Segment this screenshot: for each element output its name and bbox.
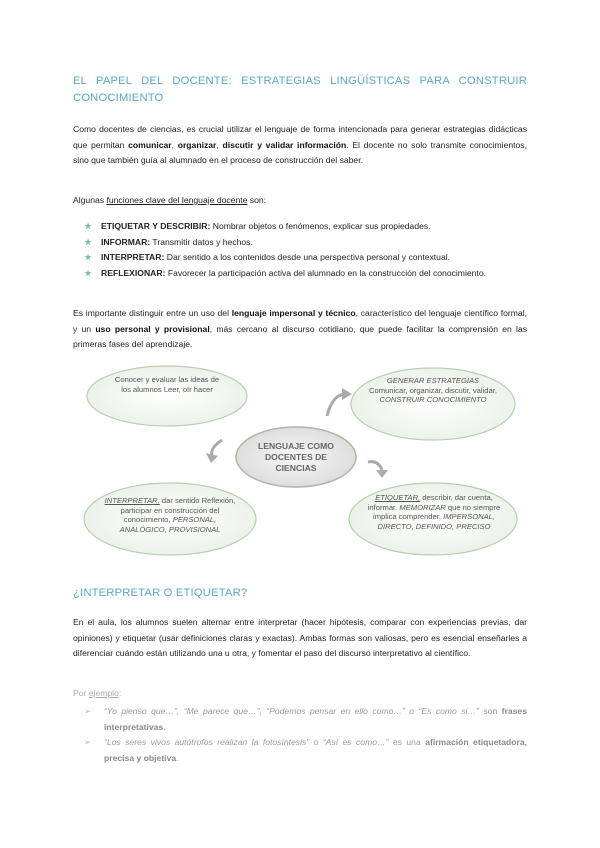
bottom-right-italic-1: ETIQUETAR, [375, 493, 421, 502]
diagram-text-center: LENGUAJE COMO DOCENTES DE CIENCIAS [258, 441, 334, 473]
star-icon: ★ [84, 252, 93, 262]
list-item-term: REFLEXIONAR: [101, 267, 166, 278]
arrow-bullet-icon: ➢ [84, 737, 92, 747]
top-right-text: Comunicar, organizar, discutir, validar, [369, 385, 497, 395]
section-heading-role: EL PAPEL DEL DOCENTE: ESTRATEGIAS LINGÜÍSTICAS PARA CONSTRUIR CONOCIMIENTO [73, 75, 527, 104]
distinction-text-1: Es importante distinguir entre un uso del [73, 308, 232, 318]
bottom-right-text-1: describir, dar cuenta, informar. [367, 493, 493, 512]
arrow-curve-left [212, 440, 222, 455]
bottom-left-italic-1: INTERPRETAR, [104, 496, 160, 505]
example-label-underlined: ejemplo [88, 688, 119, 698]
distinction-bold-2: uso personal y provisional [95, 323, 210, 334]
diagram-text-top-right [367, 376, 499, 405]
intro-text-2: , [171, 139, 178, 150]
arrow-head-top [342, 388, 352, 400]
example-label-text-2: : [118, 688, 122, 698]
intro-bold-1: comunicar [128, 139, 172, 150]
star-icon: ★ [84, 236, 93, 247]
diagram-text-top-left: Conocer y evaluar las ideas de los alumnos Leer, oír hacer [114, 375, 220, 394]
example-text-2: . [176, 752, 179, 763]
list-item-text: Nombrar objetos o fenómenos, explicar sus propiedades. [210, 221, 431, 231]
example-quote: “Los seres vivos autótrofos realizan la fotosíntesis” o “Así es como…” [104, 737, 389, 747]
example-text-1: es una [388, 737, 426, 747]
arrow-curve-top [327, 394, 344, 416]
example-text-2: . [163, 721, 166, 732]
list-item-text: Dar sentido a los contenidos desde una perspectiva personal y contextual. [164, 252, 451, 262]
intro-paragraph [73, 122, 527, 169]
bottom-right-italic-3: IMPERSONAL, DIRECTO, DEFINIDO, PRECISO [377, 512, 495, 531]
distinction-text-2: , característico del lenguaje científico formal, y un [73, 308, 527, 334]
language-diagram [82, 360, 532, 570]
example-label [73, 688, 121, 698]
list-item [84, 250, 527, 266]
functions-intro [73, 193, 527, 209]
bottom-left-italic-2: PERSONAL, ANALÓGICO, PROVISIONAL [119, 515, 221, 534]
distinction-paragraph [73, 306, 527, 353]
intro-bold-2: organizar [177, 139, 217, 150]
intro-text-1: Como docentes de ciencias, es crucial utilizar el lenguaje de forma intencionada para generar estrategias didácticas que permitan [73, 124, 527, 150]
star-icon: ★ [84, 221, 93, 231]
intro-text-4: . El docente no solo transmite conocimientos, sino que también guía al alumnado en el proceso de construcción del saber. [73, 139, 527, 165]
diagram-text-bottom-left [102, 496, 238, 534]
example-quote: “Yo pienso que…”, “Me parece que…”, “Podemos pensar en ello como…” o “Es como si…” [104, 706, 479, 716]
bottom-left-text: dar sentido Reflexión, participar en construcción del conocimiento, [120, 496, 236, 525]
distinction-bold-1: lenguaje impersonal y técnico [231, 308, 356, 318]
arrow-bullet-icon: ➢ [84, 706, 92, 716]
example-text-1: son [478, 706, 502, 716]
example-bold: frases interpretativas [104, 706, 527, 732]
functions-intro-text-2: son: [247, 195, 267, 205]
example-bold: afirmación etiquetadora, precisa y objetiva [104, 737, 528, 763]
top-right-italic-2: CONSTRUIR CONOCIMIENTO [379, 395, 487, 405]
list-item-text: Transmitir datos y hechos. [150, 236, 253, 247]
arrow-head-right [376, 470, 388, 478]
functions-list [84, 219, 527, 281]
list-item [84, 235, 527, 251]
list-item-term: ETIQUETAR Y DESCRIBIR: [101, 221, 211, 231]
bottom-right-text-2: que no siempre implica comprender. [373, 502, 501, 522]
list-item-text: Favorecer la participación activa del alumnado en la construcción del conocimiento. [165, 267, 486, 278]
arrow-curve-right [368, 462, 382, 470]
list-item-term: INTERPRETAR: [101, 252, 165, 262]
distinction-text-3: , más cercano al discurso cotidiano, que puede facilitar la comprensión en las primeras fases del aprendizaje. [73, 323, 527, 349]
intro-text-3: , [216, 139, 223, 150]
list-item [84, 219, 527, 235]
list-item-term: INFORMAR: [101, 236, 151, 247]
diagram-text-bottom-right [367, 493, 501, 531]
list-item [84, 704, 527, 735]
top-right-italic-1: GENERAR ESTRATEGIAS [386, 376, 480, 385]
bottom-right-italic-2: MEMORIZAR [399, 502, 446, 512]
functions-intro-underlined: funciones clave del lenguaje docente [106, 195, 248, 205]
arrow-head-left [206, 453, 218, 463]
list-item [84, 266, 527, 282]
classroom-paragraph: En el aula, los alumnos suelen alternar entre interpretar (hacer hipótesis, comparar con experiencias previas, dar opiniones) y etiquetar (usar definiciones claras y exactas). Ambas formas son valiosas, pero es esencial enseñarles a diferenciar cuándo están utilizando una u otra, y fomentar el paso del discurso interpretativo al científico. [73, 617, 527, 658]
example-label-text-1: Por [73, 688, 89, 698]
intro-bold-3: discutir y validar información [222, 139, 347, 150]
examples-list [84, 704, 527, 766]
list-item [84, 735, 527, 766]
star-icon: ★ [84, 267, 93, 278]
section-heading-interpret: ¿INTERPRETAR O ETIQUETAR? [73, 587, 248, 599]
functions-intro-text-1: Algunas [73, 195, 107, 205]
